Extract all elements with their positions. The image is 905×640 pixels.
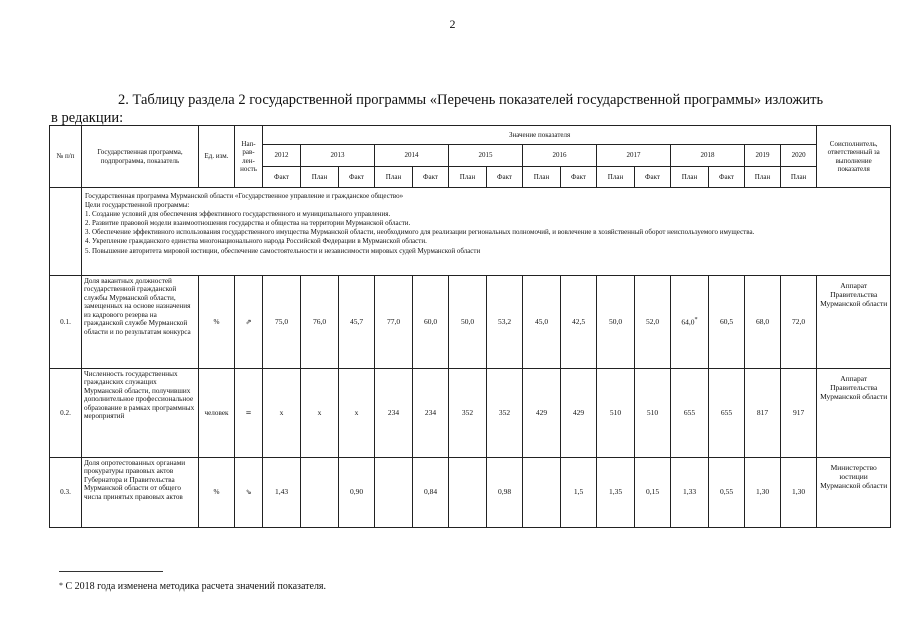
value-cell (671, 369, 709, 458)
value-cell (523, 458, 561, 528)
program-description (82, 188, 891, 276)
value-text: 510 (646, 407, 659, 417)
value-text: 817 (756, 407, 769, 417)
value-text: 655 (683, 407, 696, 417)
value-cell (597, 458, 635, 528)
value-cell (671, 458, 709, 528)
table-row (50, 458, 891, 528)
header-num: № п/п (50, 126, 82, 188)
subheader-cell: План (449, 167, 487, 188)
value-cell (635, 369, 671, 458)
row-number: 0.3. (50, 458, 82, 528)
section-heading: 2. Таблицу раздела 2 государственной программы «Перечень показателей государственной программы» изложить (118, 92, 824, 108)
program-line: 3. Обеспечение эффективного использования государственного имущества Мурманской области, необходимого для реализации региональных полномочий, и вовлечение в хозяйственный оборот неиспользуемого имущества. (85, 228, 755, 237)
year-header: 2012 (263, 145, 301, 167)
indicators-table (49, 125, 891, 528)
program-line: 4. Укрепление гражданского единства многонационального народа Российской Федерации в Мурманской области. (85, 237, 427, 246)
footnote-text: С 2018 года изменена методика расчета значений показателя. (65, 581, 327, 592)
section-heading-continuation: в редакции: (51, 110, 124, 126)
value-text: 234 (424, 407, 437, 417)
value-text: 655 (720, 407, 733, 417)
subheader-cell: Факт (339, 167, 375, 188)
value-text: 60,5 (719, 316, 734, 326)
value-cell (635, 276, 671, 369)
value-cell (413, 276, 449, 369)
value-cell (339, 458, 375, 528)
subheader-cell: План (745, 167, 781, 188)
program-line: Государственная программа Мурманской области «Государственное управление и гражданское общество» (85, 192, 404, 200)
value-text: 42,5 (571, 316, 586, 326)
value-text: 45,7 (349, 316, 364, 326)
value-cell (449, 369, 487, 458)
value-cell (671, 276, 709, 369)
value-text: 917 (792, 407, 805, 417)
table-row (50, 369, 891, 458)
direction-icon: = (235, 369, 263, 458)
value-cell (523, 276, 561, 369)
value-text: 64,0 (681, 317, 695, 327)
value-text: 0,98 (497, 487, 512, 497)
value-text: х (354, 407, 359, 417)
value-cell (413, 458, 449, 528)
value-cell (301, 458, 339, 528)
subheader-cell: Факт (263, 167, 301, 188)
subheader-cell: План (597, 167, 635, 188)
footnote (59, 581, 326, 592)
value-cell (597, 369, 635, 458)
value-text: 50,0 (460, 316, 475, 326)
value-cell (709, 276, 745, 369)
value-cell (339, 276, 375, 369)
value-cell (487, 276, 523, 369)
value-cell (635, 458, 671, 528)
subheader-cell: План (375, 167, 413, 188)
value-cell (263, 369, 301, 458)
value-cell (263, 458, 301, 528)
header-direction: Нап-рав-лен-ность (235, 126, 263, 188)
value-cell (487, 369, 523, 458)
subheader-cell: План (781, 167, 817, 188)
value-cell (523, 369, 561, 458)
value-cell (781, 369, 817, 458)
footnote-mark: * (59, 581, 63, 590)
header-value: Значение показателя (263, 126, 817, 145)
value-cell (561, 458, 597, 528)
value-text: 1,30 (792, 487, 806, 497)
subheader-cell: Факт (709, 167, 745, 188)
subheader-cell: Факт (413, 167, 449, 188)
unit-cell: человек (199, 369, 235, 458)
program-line: 5. Повышение авторитета мировой юстиции, обеспечение самостоятельности и независимости мировых судей Мурманской области (85, 246, 481, 255)
value-cell (375, 458, 413, 528)
value-text: 1,30 (755, 487, 770, 497)
year-header: 2019 (745, 145, 781, 167)
value-text: 68,0 (755, 316, 770, 326)
value-text: 234 (387, 407, 400, 417)
value-text: 77,0 (386, 316, 401, 326)
value-text: 429 (572, 407, 585, 417)
value-text: 510 (609, 407, 622, 417)
indicator-name: Доля опротестованных органами прокуратуры правовых актов Губернатора и Правительства Мурманской области от общего числа принятых правовых актов (82, 458, 199, 528)
row-number: 0.1. (50, 276, 82, 369)
value-cell (375, 276, 413, 369)
value-cell (263, 276, 301, 369)
subheader-cell: План (301, 167, 339, 188)
responsible-cell: Аппарат Правительства Мурманской области (817, 369, 891, 458)
footnote-mark: * (694, 316, 698, 324)
value-text: 1,35 (608, 487, 623, 497)
value-text: 1,5 (573, 487, 584, 497)
footnote-divider (59, 571, 163, 572)
value-text: 352 (461, 407, 474, 417)
program-line: Цели государственной программы: (85, 201, 190, 210)
value-cell (413, 369, 449, 458)
value-text: 52,0 (645, 316, 660, 326)
value-cell (561, 276, 597, 369)
subheader-cell: Факт (561, 167, 597, 188)
indicator-name: Доля вакантных должностей государственной гражданской службы Мурманской области, замещенных на основе назначения из кадрового резерва на гражданской службе Мурманской области и по результатам конкурса (82, 276, 199, 369)
program-num-cell (50, 188, 82, 276)
unit-cell: % (199, 458, 235, 528)
value-text: 1,33 (682, 487, 697, 497)
value-text: 50,0 (608, 316, 623, 326)
subheader-cell: Факт (487, 167, 523, 188)
value-cell (449, 276, 487, 369)
value-cell (561, 369, 597, 458)
table-row (50, 276, 891, 369)
value-text: 53,2 (497, 316, 512, 326)
value-cell (597, 276, 635, 369)
subheader-cell: Факт (635, 167, 671, 188)
program-line: 2. Развитие правовой модели взаимоотношения государства и общества на территории Мурманской области. (85, 219, 411, 228)
value-cell (301, 369, 339, 458)
year-header: 2017 (597, 145, 671, 167)
value-text: х (279, 407, 284, 417)
value-text: х (317, 407, 322, 417)
value-text: 0,55 (719, 487, 734, 497)
value-cell (781, 458, 817, 528)
value-cell (449, 458, 487, 528)
year-header: 2016 (523, 145, 597, 167)
value-cell (745, 276, 781, 369)
responsible-cell: Аппарат Правительства Мурманской области (817, 276, 891, 369)
header-unit: Ед. изм. (199, 126, 235, 188)
year-header: 2014 (375, 145, 449, 167)
subheader-cell: План (671, 167, 709, 188)
page-number: 2 (449, 17, 456, 31)
program-line: 1. Создание условий для обеспечения эффективного государственного и муниципального управления. (85, 210, 391, 219)
value-cell (375, 369, 413, 458)
value-cell (487, 458, 523, 528)
value-text: 0,15 (645, 487, 660, 497)
value-text: 0,90 (349, 487, 364, 497)
responsible-cell: Министерство юстиции Мурманской области (817, 458, 891, 528)
header-name: Государственная программа, подпрограмма, показатель (82, 126, 199, 188)
value-cell (301, 276, 339, 369)
value-cell (709, 458, 745, 528)
direction-icon: ⇗ (235, 276, 263, 369)
value-text: 1,43 (274, 487, 289, 497)
value-text: 72,0 (792, 316, 806, 326)
value-text: 76,0 (312, 316, 327, 326)
value-text: 429 (535, 407, 548, 417)
year-header: 2015 (449, 145, 523, 167)
value-text: 60,0 (423, 316, 438, 326)
indicator-name: Численность государственных гражданских служащих Мурманской области, получивших дополнительное профессиональное образование в рамках программных мероприятий (82, 369, 199, 458)
value-cell (745, 369, 781, 458)
year-header: 2018 (671, 145, 745, 167)
value-cell (709, 369, 745, 458)
value-text: 75,0 (274, 316, 289, 326)
value-text: 0,84 (423, 487, 438, 497)
value-cell (339, 369, 375, 458)
value-cell (781, 276, 817, 369)
value-text: 352 (498, 407, 511, 417)
row-number: 0.2. (50, 369, 82, 458)
unit-cell: % (199, 276, 235, 369)
header-responsible: Соисполнитель, ответственный за выполнение показателя (817, 126, 891, 188)
year-header: 2013 (301, 145, 375, 167)
subheader-cell: План (523, 167, 561, 188)
direction-icon: ⇘ (235, 458, 263, 528)
value-text: 45,0 (534, 316, 549, 326)
year-header: 2020 (781, 145, 817, 167)
value-cell (745, 458, 781, 528)
